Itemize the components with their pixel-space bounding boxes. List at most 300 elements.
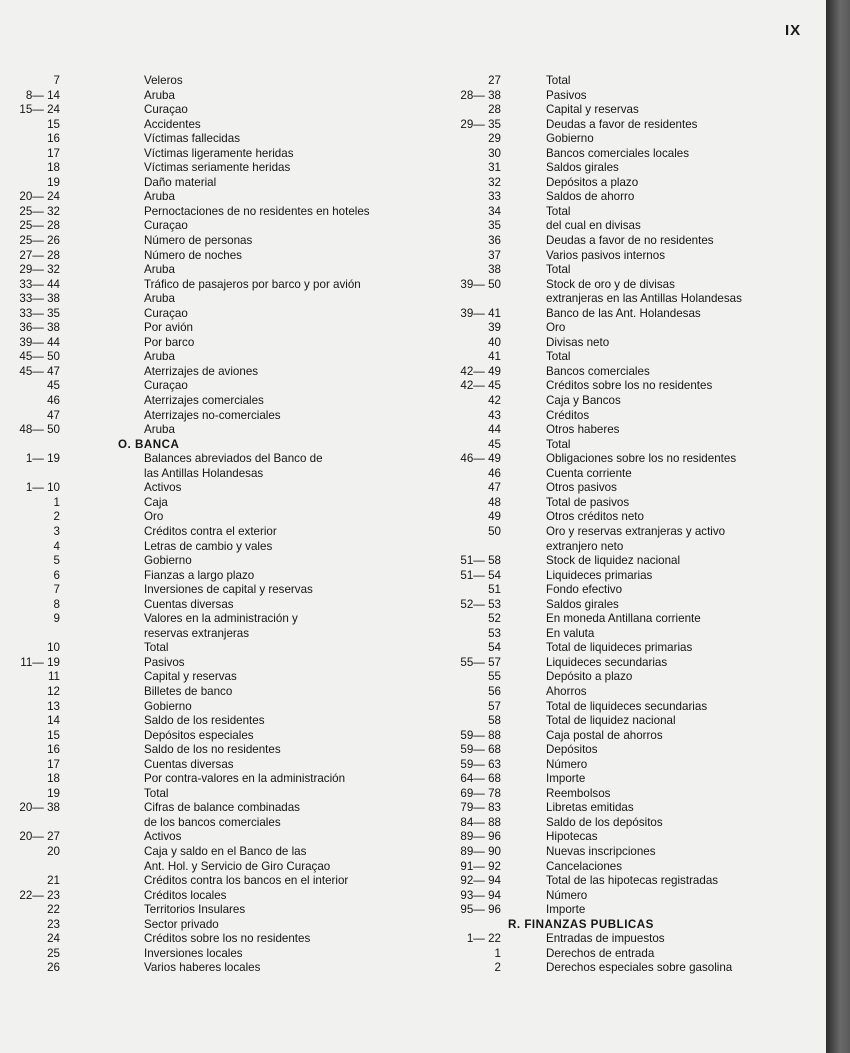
index-entry	[0, 394, 420, 409]
entry-number: 45	[488, 437, 501, 451]
index-entry	[420, 438, 820, 453]
entry-label: Depósitos especiales	[144, 728, 254, 742]
index-entry	[420, 336, 820, 351]
entry-number: 33— 38	[19, 292, 60, 306]
entry-label: Total de las hipotecas registradas	[546, 874, 719, 888]
entry-number: 8— 14	[25, 88, 60, 102]
index-entry	[420, 249, 820, 264]
entry-number: 12	[47, 684, 60, 698]
entry-label: Curaçao	[144, 379, 188, 393]
entry-number: 44	[488, 423, 501, 437]
index-entry	[420, 219, 820, 234]
entry-label: Total	[546, 263, 571, 277]
entry-label: Entradas de impuestos	[546, 932, 665, 946]
index-entry	[0, 845, 420, 860]
left-index-column	[0, 74, 420, 976]
entry-label: Divisas neto	[546, 335, 610, 349]
index-entry	[420, 569, 820, 584]
entry-number: 29— 35	[460, 117, 501, 131]
index-entry	[420, 714, 820, 729]
entry-label: Créditos	[546, 408, 590, 422]
entry-label: Cancelaciones	[546, 859, 623, 873]
index-entry	[420, 525, 820, 540]
entry-label: Víctimas ligeramente heridas	[144, 146, 294, 160]
entry-label: Total de liquideces secundarias	[546, 699, 708, 713]
entry-number: 32	[488, 175, 501, 189]
entry-label: Créditos contra el exterior	[144, 524, 277, 538]
entry-number: 39— 50	[460, 277, 501, 291]
entry-number: 33	[488, 190, 501, 204]
entry-number: 56	[488, 684, 501, 698]
entry-number: 51	[488, 583, 501, 597]
entry-label: Otros haberes	[546, 423, 620, 437]
entry-label: Aruba	[144, 88, 175, 102]
entry-number: 20	[47, 844, 60, 858]
entry-number: 3	[53, 524, 60, 538]
entry-number: 10	[47, 641, 60, 655]
index-entry	[0, 249, 420, 264]
entry-number: 4	[53, 539, 60, 553]
entry-number: 41	[488, 350, 501, 364]
entry-label: Tráfico de pasajeros por barco y por avión	[144, 277, 361, 291]
right-index-column	[420, 74, 820, 976]
index-entry	[420, 132, 820, 147]
page-number: IX	[785, 22, 802, 39]
entry-label: reservas extranjeras	[144, 626, 250, 640]
index-entry	[420, 147, 820, 162]
entry-label: Saldos de ahorro	[546, 190, 635, 204]
index-entry	[0, 481, 420, 496]
entry-label: Ahorros	[546, 684, 587, 698]
entry-label: Territorios Insulares	[144, 903, 246, 917]
index-entry	[420, 89, 820, 104]
entry-label: Depósitos	[546, 743, 598, 757]
entry-label: Por avión	[144, 321, 193, 335]
entry-label: Número	[546, 757, 588, 771]
entry-number: 7	[53, 74, 60, 87]
index-entry	[420, 598, 820, 613]
entry-number: 51— 54	[460, 568, 501, 582]
index-entry	[0, 379, 420, 394]
entry-label: Curaçao	[144, 306, 188, 320]
index-entry	[420, 394, 820, 409]
entry-label: Fianzas a largo plazo	[144, 568, 255, 582]
entry-number: 19	[47, 786, 60, 800]
index-entry	[0, 961, 420, 976]
section-heading	[0, 438, 420, 453]
index-entry	[420, 685, 820, 700]
entry-number: 1— 10	[25, 481, 60, 495]
entry-number: 52— 53	[460, 597, 501, 611]
index-entry	[0, 903, 420, 918]
entry-number: 21	[47, 874, 60, 888]
entry-label: Banco de las Ant. Holandesas	[546, 306, 701, 320]
entry-label: Aterrizajes no-comerciales	[144, 408, 281, 422]
entry-label: Total	[546, 74, 571, 87]
entry-label: Créditos locales	[144, 888, 227, 902]
entry-number: 55— 57	[460, 655, 501, 669]
entry-label: En moneda Antillana corriente	[546, 612, 701, 626]
index-entry	[420, 947, 820, 962]
entry-number: 25— 26	[19, 234, 60, 248]
index-entry	[420, 830, 820, 845]
entry-number: 49	[488, 510, 501, 524]
index-entry	[420, 379, 820, 394]
index-entry	[420, 540, 820, 555]
entry-label: Veleros	[144, 74, 183, 87]
entry-label: Aruba	[144, 190, 175, 204]
entry-label: Inversiones de capital y reservas	[144, 583, 313, 597]
index-entry	[420, 176, 820, 191]
index-entry	[420, 860, 820, 875]
entry-label: Inversiones locales	[144, 946, 243, 960]
entry-number: 51— 58	[460, 554, 501, 568]
entry-number: 15	[47, 728, 60, 742]
index-entry	[0, 89, 420, 104]
entry-number: 37	[488, 248, 501, 262]
index-entry	[420, 161, 820, 176]
index-entry	[420, 656, 820, 671]
index-entry	[0, 729, 420, 744]
entry-number: 22— 23	[19, 888, 60, 902]
index-entry	[420, 350, 820, 365]
entry-label: Libretas emitidas	[546, 801, 634, 815]
index-entry	[0, 801, 420, 816]
entry-number: 53	[488, 626, 501, 640]
entry-number: 84— 88	[460, 815, 501, 829]
entry-label: En valuta	[546, 626, 595, 640]
entry-label: Aruba	[144, 263, 175, 277]
index-entry	[0, 409, 420, 424]
entry-number: 16	[47, 743, 60, 757]
index-entry	[0, 467, 420, 482]
index-entry	[0, 321, 420, 336]
index-entry	[420, 612, 820, 627]
index-entry	[0, 292, 420, 307]
index-entry	[0, 350, 420, 365]
entry-label: Pasivos	[144, 655, 185, 669]
entry-number: 47	[488, 481, 501, 495]
entry-label: Saldo de los residentes	[144, 714, 265, 728]
entry-label: extranjeras en las Antillas Holandesas	[546, 292, 742, 306]
entry-number: 15— 24	[19, 103, 60, 117]
entry-number: 43	[488, 408, 501, 422]
index-entry	[0, 612, 420, 627]
entry-number: 19	[47, 175, 60, 189]
entry-label: Capital y reservas	[144, 670, 237, 684]
entry-number: 20— 24	[19, 190, 60, 204]
index-entry	[0, 496, 420, 511]
entry-number: 52	[488, 612, 501, 626]
entry-label: Saldo de los no residentes	[144, 743, 281, 757]
entry-label: Por barco	[144, 335, 195, 349]
entry-label: Caja postal de ahorros	[546, 728, 663, 742]
index-entry	[420, 583, 820, 598]
entry-label: Total	[144, 786, 169, 800]
entry-number: 58	[488, 714, 501, 728]
entry-label: Aruba	[144, 292, 175, 306]
entry-number: 14	[47, 714, 60, 728]
entry-number: 89— 90	[460, 844, 501, 858]
entry-number: 22	[47, 903, 60, 917]
index-entry	[0, 219, 420, 234]
entry-number: 34	[488, 204, 501, 218]
entry-label: Gobierno	[144, 554, 192, 568]
entry-number: 89— 96	[460, 830, 501, 844]
entry-label: Bancos comerciales	[546, 364, 650, 378]
entry-label: Valores en la administración y	[144, 612, 298, 626]
entry-number: 11	[47, 670, 60, 684]
index-entry	[420, 961, 820, 976]
entry-label: Pasivos	[546, 88, 587, 102]
index-entry	[0, 205, 420, 220]
index-entry	[420, 787, 820, 802]
entry-number: 25— 28	[19, 219, 60, 233]
entry-label: Víctimas seriamente heridas	[144, 161, 291, 175]
entry-number: 92— 94	[460, 874, 501, 888]
entry-label: Oro	[144, 510, 164, 524]
index-entry	[420, 103, 820, 118]
index-entry	[420, 627, 820, 642]
entry-number: 26	[47, 961, 60, 975]
index-entry	[0, 772, 420, 787]
entry-number: 93— 94	[460, 888, 501, 902]
index-entry	[420, 234, 820, 249]
entry-label: Varios pasivos internos	[546, 248, 665, 262]
entry-number: 59— 88	[460, 728, 501, 742]
entry-label: Total	[546, 350, 571, 364]
entry-number: 39— 44	[19, 335, 60, 349]
index-entry	[420, 670, 820, 685]
entry-number: 33— 35	[19, 306, 60, 320]
entry-label: Stock de oro y de divisas	[546, 277, 675, 291]
entry-number: 15	[47, 117, 60, 131]
entry-number: 42— 45	[460, 379, 501, 393]
index-entry	[420, 205, 820, 220]
entry-label: Derechos de entrada	[546, 946, 655, 960]
entry-label: Gobierno	[144, 699, 192, 713]
entry-label: Créditos sobre los no residentes	[546, 379, 713, 393]
entry-label: Importe	[546, 903, 586, 917]
entry-number: 6	[53, 568, 60, 582]
entry-number: 45	[47, 379, 60, 393]
index-entry	[420, 801, 820, 816]
index-entry	[0, 234, 420, 249]
entry-number: 59— 68	[460, 743, 501, 757]
entry-number: 45— 47	[19, 364, 60, 378]
entry-number: 28— 38	[460, 88, 501, 102]
entry-number: 25— 32	[19, 204, 60, 218]
index-entry	[0, 263, 420, 278]
index-entry	[0, 830, 420, 845]
index-entry	[420, 467, 820, 482]
entry-number: 5	[53, 554, 60, 568]
index-entry	[420, 816, 820, 831]
entry-label: Cifras de balance combinadas	[144, 801, 300, 815]
index-entry	[0, 685, 420, 700]
entry-number: 48	[488, 495, 501, 509]
index-entry	[0, 700, 420, 715]
entry-label: Derechos especiales sobre gasolina	[546, 961, 733, 975]
entry-number: 20— 27	[19, 830, 60, 844]
entry-number: 1— 19	[25, 452, 60, 466]
index-entry	[420, 496, 820, 511]
entry-number: 47	[47, 408, 60, 422]
index-entry	[0, 103, 420, 118]
entry-number: 18	[47, 161, 60, 175]
entry-label: Total	[546, 204, 571, 218]
entry-label: Fondo efectivo	[546, 583, 623, 597]
entry-label: Bancos comerciales locales	[546, 146, 690, 160]
entry-number: 27— 28	[19, 248, 60, 262]
entry-number: 17	[47, 146, 60, 160]
entry-label: Reembolsos	[546, 786, 611, 800]
index-entry	[0, 278, 420, 293]
entry-label: Liquideces secundarias	[546, 655, 668, 669]
entry-number: 40	[488, 335, 501, 349]
index-entry	[420, 700, 820, 715]
entry-label: Saldo de los depósitos	[546, 815, 663, 829]
index-entry	[420, 889, 820, 904]
entry-label: Nuevas inscripciones	[546, 844, 656, 858]
entry-number: 1— 22	[466, 932, 501, 946]
entry-number: 48— 50	[19, 423, 60, 437]
entry-label: Letras de cambio y vales	[144, 539, 273, 553]
entry-number: 28	[488, 103, 501, 117]
entry-label: Aterrizajes comerciales	[144, 394, 264, 408]
index-entry	[0, 510, 420, 525]
entry-label: Gobierno	[546, 132, 594, 146]
entry-label: Aruba	[144, 423, 175, 437]
index-entry	[420, 292, 820, 307]
entry-label: Liquideces primarias	[546, 568, 653, 582]
entry-label: Ant. Hol. y Servicio de Giro Curaçao	[144, 859, 331, 873]
entry-label: Número	[546, 888, 588, 902]
entry-label: Sector privado	[144, 917, 219, 931]
entry-label: Créditos contra los bancos en el interior	[144, 874, 349, 888]
entry-label: Aterrizajes de aviones	[144, 364, 259, 378]
index-entry	[420, 758, 820, 773]
entry-label: Hipotecas	[546, 830, 598, 844]
entry-number: 46	[488, 466, 501, 480]
index-entry	[0, 132, 420, 147]
index-entry	[0, 874, 420, 889]
entry-number: 1	[494, 946, 501, 960]
entry-label: Créditos sobre los no residentes	[144, 932, 311, 946]
entry-number: 16	[47, 132, 60, 146]
entry-number: 13	[47, 699, 60, 713]
entry-label: Otros pasivos	[546, 481, 617, 495]
index-entry	[0, 947, 420, 962]
index-entry	[420, 307, 820, 322]
index-entry	[0, 583, 420, 598]
entry-label: Total de pasivos	[546, 495, 630, 509]
entry-label: del cual en divisas	[546, 219, 641, 233]
entry-label: Total	[144, 641, 169, 655]
entry-label: Capital y reservas	[546, 103, 639, 117]
index-entry	[420, 729, 820, 744]
index-entry	[420, 641, 820, 656]
entry-number: 45— 50	[19, 350, 60, 364]
entry-number: 17	[47, 757, 60, 771]
entry-number: 11— 19	[20, 655, 60, 669]
index-entry	[420, 772, 820, 787]
index-entry	[0, 307, 420, 322]
index-entry	[420, 845, 820, 860]
index-entry	[0, 889, 420, 904]
entry-number: 35	[488, 219, 501, 233]
entry-number: 95— 96	[460, 903, 501, 917]
entry-label: Por contra-valores en la administración	[144, 772, 346, 786]
index-entry	[0, 161, 420, 176]
index-entry	[0, 816, 420, 831]
entry-label: Número de personas	[144, 234, 253, 248]
index-entry	[420, 74, 820, 89]
entry-label: Aruba	[144, 350, 175, 364]
entry-number: 36— 38	[19, 321, 60, 335]
entry-label: las Antillas Holandesas	[144, 466, 264, 480]
entry-label: O. BANCA	[118, 437, 180, 451]
entry-number: 25	[47, 946, 60, 960]
entry-number: 42	[488, 394, 501, 408]
index-entry	[420, 423, 820, 438]
entry-number: 18	[47, 772, 60, 786]
entry-number: 1	[53, 495, 60, 509]
index-entry	[420, 510, 820, 525]
entry-label: Cuenta corriente	[546, 466, 632, 480]
entry-number: 31	[488, 161, 501, 175]
index-entry	[0, 656, 420, 671]
entry-number: 7	[53, 583, 60, 597]
index-entry	[420, 118, 820, 133]
entry-label: Billetes de banco	[144, 684, 233, 698]
entry-label: Depósito a plazo	[546, 670, 633, 684]
entry-label: Pernoctaciones de no residentes en hoteles	[144, 204, 370, 218]
entry-number: 27	[488, 74, 501, 87]
entry-number: 29	[488, 132, 501, 146]
entry-number: 20— 38	[19, 801, 60, 815]
index-entry	[0, 569, 420, 584]
index-entry	[0, 670, 420, 685]
entry-label: Víctimas fallecidas	[144, 132, 241, 146]
index-entry	[420, 278, 820, 293]
entry-number: 69— 78	[460, 786, 501, 800]
entry-number: 39	[488, 321, 501, 335]
index-entry	[0, 860, 420, 875]
index-entry	[420, 481, 820, 496]
entry-number: 79— 83	[460, 801, 501, 815]
index-entry	[420, 365, 820, 380]
index-entry	[420, 932, 820, 947]
section-heading	[420, 918, 820, 933]
index-entry	[0, 540, 420, 555]
entry-number: 8	[53, 597, 60, 611]
index-entry	[0, 74, 420, 89]
entry-label: Cuentas diversas	[144, 597, 234, 611]
entry-number: 54	[488, 641, 501, 655]
entry-label: Saldos girales	[546, 597, 619, 611]
index-entry	[0, 627, 420, 642]
entry-label: Depósitos a plazo	[546, 175, 639, 189]
entry-label: Oro y reservas extranjeras y activo	[546, 524, 726, 538]
entry-label: Deudas a favor de no residentes	[546, 234, 714, 248]
index-entry	[0, 525, 420, 540]
index-entry	[420, 409, 820, 424]
entry-label: Stock de liquidez nacional	[546, 554, 681, 568]
entry-label: Deudas a favor de residentes	[546, 117, 698, 131]
entry-number: 23	[47, 917, 60, 931]
book-spine-edge	[826, 0, 850, 1053]
